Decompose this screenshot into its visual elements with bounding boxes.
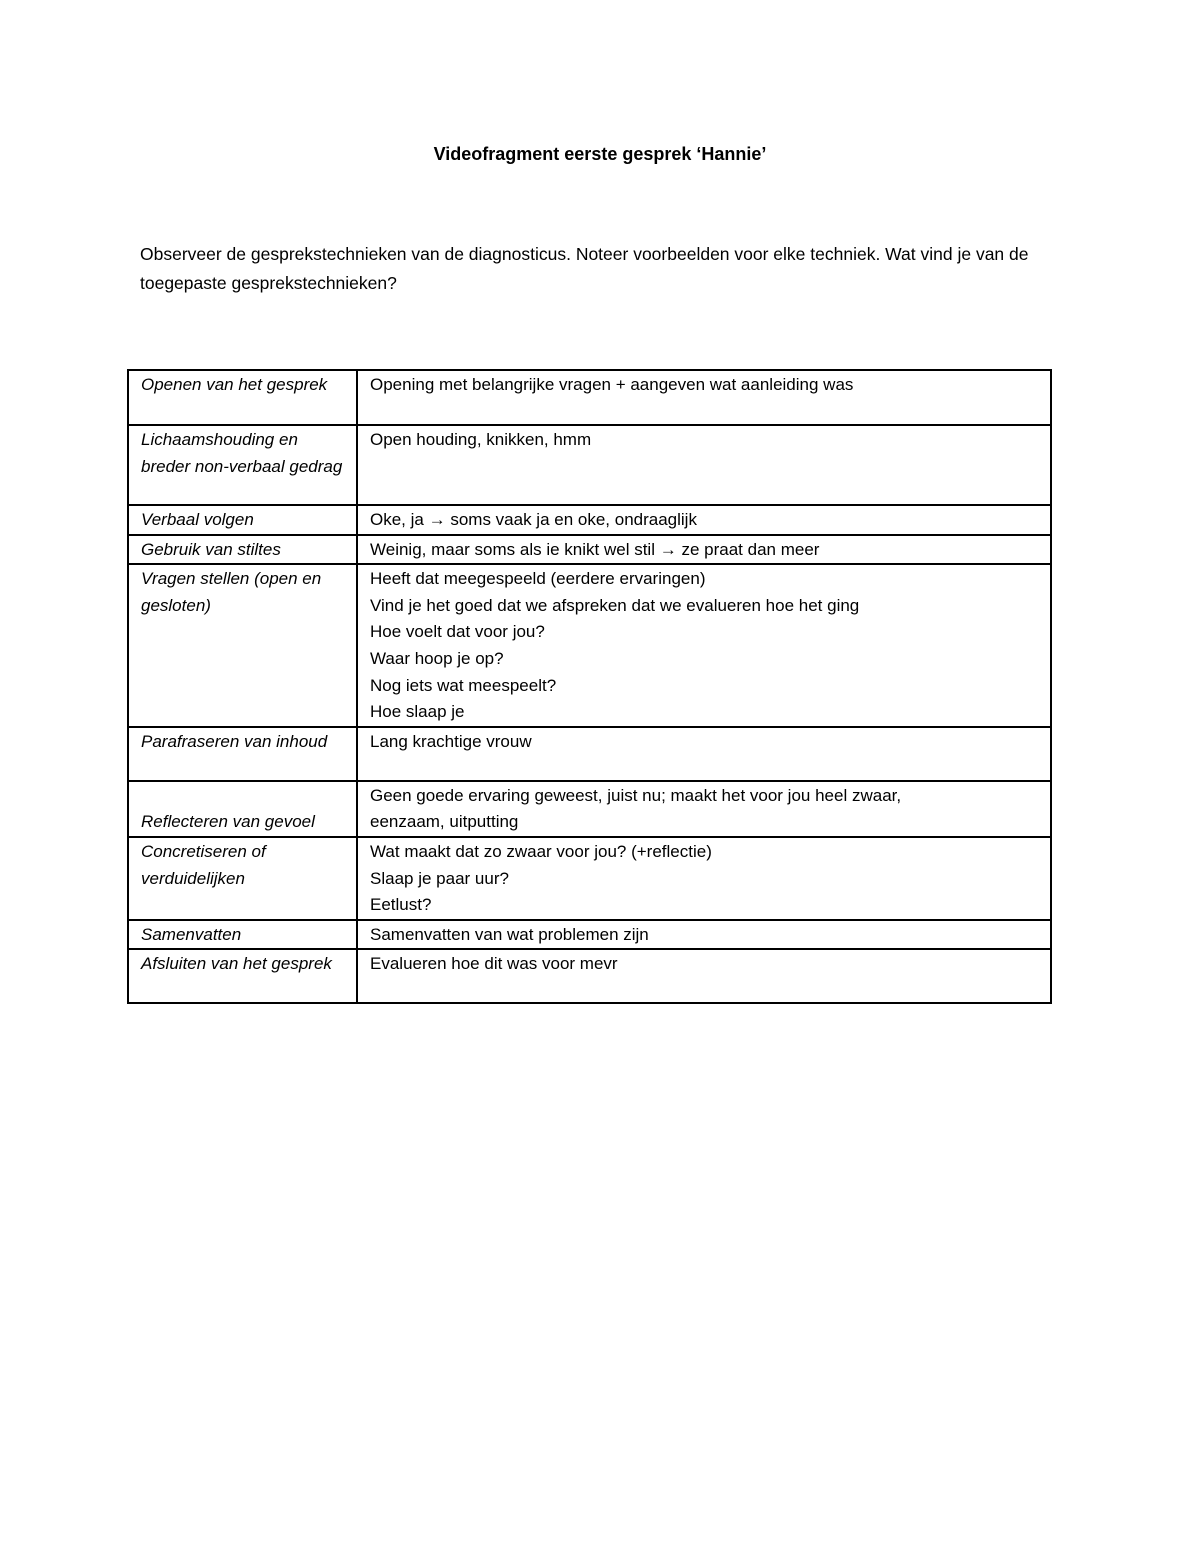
technique-cell: Gebruik van stiltes [128, 535, 357, 565]
example-cell [357, 781, 1051, 837]
example-text: Oke, ja [370, 510, 424, 529]
table-row [128, 837, 1051, 920]
example-text: ze praat dan meer [681, 539, 820, 559]
technique-cell: Verbaal volgen [128, 505, 357, 535]
example-line: Heeft dat meegespeeld (eerdere ervaringen) [370, 569, 706, 589]
example-line: eenzaam, uitputting [370, 812, 519, 832]
example-cell [357, 370, 1051, 425]
technique-cell: Afsluiten van het gesprek [128, 949, 357, 1003]
example-line: Hoe slaap je [370, 702, 465, 722]
example-cell [357, 949, 1051, 1003]
arrow-right-icon: → [659, 539, 677, 559]
table-row [128, 370, 1051, 425]
intro-paragraph: Observeer de gesprekstechnieken van de diagnosticus. Noteer voorbeelden voor elke techniek. Wat vind je van de toegepaste gesprekstechnieken? [140, 244, 1029, 293]
technique-cell: Parafraseren van inhoud [128, 727, 357, 781]
table-row [128, 781, 1051, 837]
example-line: Wat maakt dat zo zwaar voor jou? (+reflectie) [370, 841, 712, 861]
table-row [128, 949, 1051, 1003]
technique-cell: Reflecteren van gevoel [128, 781, 357, 837]
table-row [128, 535, 1051, 565]
page-title: Videofragment eerste gesprek ‘Hannie’ [433, 144, 767, 164]
example-line: Evalueren hoe dit was voor mevr [370, 954, 618, 974]
arrow-right-icon: → [428, 510, 446, 529]
example-line: Hoe voelt dat voor jou? [370, 622, 545, 642]
example-line: Lang krachtige vrouw [370, 731, 532, 751]
table-row [128, 920, 1051, 950]
example-line: Samenvatten van wat problemen zijn [370, 924, 649, 944]
example-cell [357, 920, 1051, 950]
technique-cell: Vragen stellen (open en gesloten) [128, 564, 357, 727]
example-text: Weinig, maar soms als ie knikt wel stil [370, 539, 655, 559]
observation-table [127, 369, 1052, 1004]
example-line: Opening met belangrijke vragen + aangeven wat aanleiding was [370, 375, 854, 394]
technique-cell: Samenvatten [128, 920, 357, 950]
example-line: Eetlust? [370, 895, 432, 915]
example-cell [357, 535, 1051, 565]
table-row [128, 564, 1051, 727]
example-line: Waar hoop je op? [370, 648, 504, 668]
example-line: Open houding, knikken, hmm [370, 430, 592, 449]
table-row [128, 505, 1051, 535]
example-cell [357, 837, 1051, 920]
technique-cell: Lichaamshouding en breder non-verbaal gedrag [128, 425, 357, 505]
example-line: Nog iets wat meespeelt? [370, 675, 557, 695]
table-row [128, 425, 1051, 505]
example-cell [357, 505, 1051, 535]
example-line: Vind je het goed dat we afspreken dat we evalueren hoe het ging [370, 595, 860, 615]
example-line: Slaap je paar uur? [370, 868, 509, 888]
example-cell [357, 564, 1051, 727]
example-line: Geen goede ervaring geweest, juist nu; maakt het voor jou heel zwaar, [370, 785, 902, 805]
example-text: soms vaak ja en oke, ondraaglijk [450, 510, 697, 529]
technique-cell: Concretiseren of verduidelijken [128, 837, 357, 920]
example-cell [357, 425, 1051, 505]
table-row [128, 727, 1051, 781]
example-cell [357, 727, 1051, 781]
technique-cell: Openen van het gesprek [128, 370, 357, 425]
